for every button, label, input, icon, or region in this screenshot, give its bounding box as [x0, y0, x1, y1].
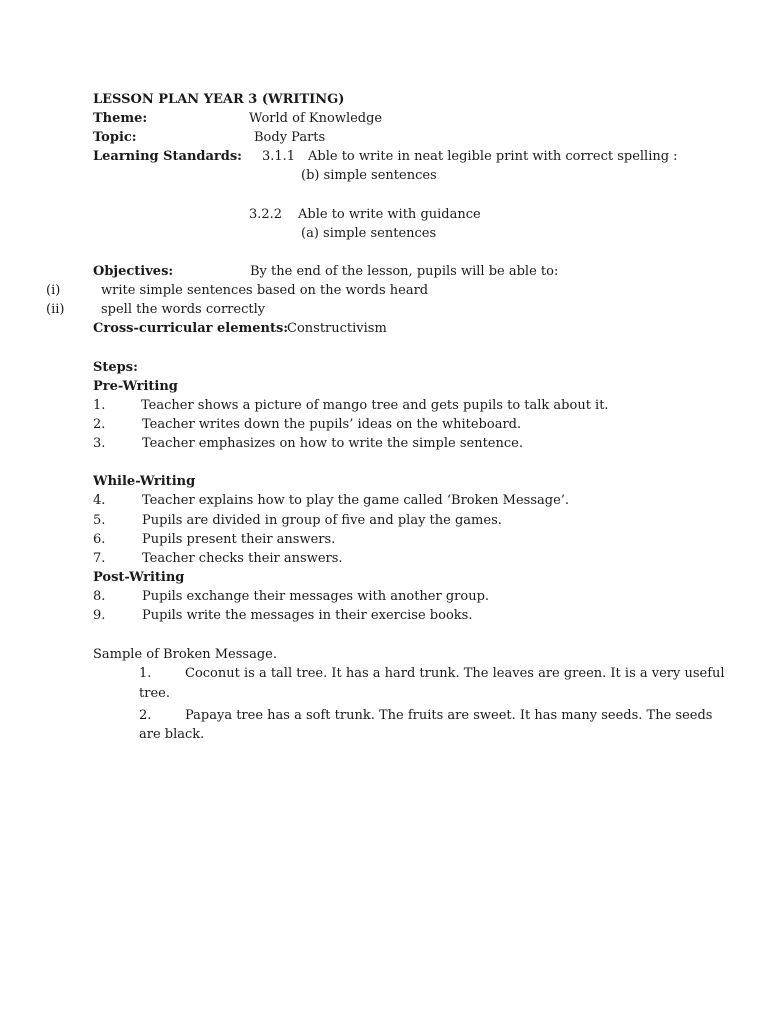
standard-text: Able to write in neat legible print with correct spelling : — [308, 149, 678, 164]
cross-curricular-value: Constructivism — [287, 321, 387, 336]
step-text: Pupils write the messages in their exercise books. — [142, 608, 473, 623]
objectives-intro: By the end of the lesson, pupils will be able to: — [250, 264, 559, 279]
sample-number: 2. — [139, 708, 152, 723]
step-text: Teacher checks their answers. — [142, 551, 343, 566]
standard-sub: (a) simple sentences — [301, 226, 437, 241]
objectives-label: Objectives: — [93, 264, 174, 279]
step-number: 2. — [93, 417, 106, 432]
pre-writing-heading: Pre-Writing — [93, 379, 178, 394]
objective-text: spell the words correctly — [101, 302, 266, 317]
topic-value: Body Parts — [254, 130, 326, 145]
sample-text: Coconut is a tall tree. It has a hard trunk. The leaves are green. It is a very useful — [185, 666, 725, 681]
cross-curricular-label: Cross-curricular elements: — [93, 321, 289, 336]
standard-code: 3.2.2 — [249, 207, 283, 222]
step-number: 4. — [93, 493, 106, 508]
topic-label: Topic: — [93, 130, 137, 145]
step-number: 9. — [93, 608, 106, 623]
steps-label: Steps: — [93, 360, 138, 375]
step-text: Pupils present their answers. — [142, 532, 336, 547]
page-title: LESSON PLAN YEAR 3 (WRITING) — [93, 92, 345, 107]
step-text: Teacher explains how to play the game called ‘Broken Message’. — [142, 493, 570, 508]
theme-value: World of Knowledge — [249, 111, 383, 126]
standard-text: Able to write with guidance — [298, 207, 481, 222]
sample-heading: Sample of Broken Message. — [93, 647, 277, 662]
step-text: Pupils are divided in group of five and play the games. — [142, 513, 502, 528]
step-text: Pupils exchange their messages with another group. — [142, 589, 490, 604]
step-text: Teacher shows a picture of mango tree and gets pupils to talk about it. — [141, 398, 609, 413]
objective-number: (i) — [46, 283, 61, 298]
objective-number: (ii) — [46, 302, 65, 317]
step-number: 6. — [93, 532, 106, 547]
standard-code: 3.1.1 — [262, 149, 296, 164]
step-number: 8. — [93, 589, 106, 604]
standard-sub: (b) simple sentences — [301, 168, 437, 183]
learning-standards-label: Learning Standards: — [93, 149, 242, 164]
sample-number: 1. — [139, 666, 152, 681]
step-number: 3. — [93, 436, 106, 451]
step-number: 5. — [93, 513, 106, 528]
step-text: Teacher writes down the pupils’ ideas on the whiteboard. — [142, 417, 522, 432]
sample-text-continued: are black. — [139, 727, 205, 742]
post-writing-heading: Post-Writing — [93, 570, 185, 585]
step-number: 1. — [93, 398, 106, 413]
while-writing-heading: While-Writing — [93, 474, 196, 489]
step-text: Teacher emphasizes on how to write the simple sentence. — [142, 436, 523, 451]
sample-text-continued: tree. — [139, 686, 170, 701]
sample-text: Papaya tree has a soft trunk. The fruits are sweet. It has many seeds. The seeds — [185, 708, 713, 723]
objective-text: write simple sentences based on the words heard — [101, 283, 429, 298]
theme-label: Theme: — [93, 111, 148, 126]
step-number: 7. — [93, 551, 106, 566]
